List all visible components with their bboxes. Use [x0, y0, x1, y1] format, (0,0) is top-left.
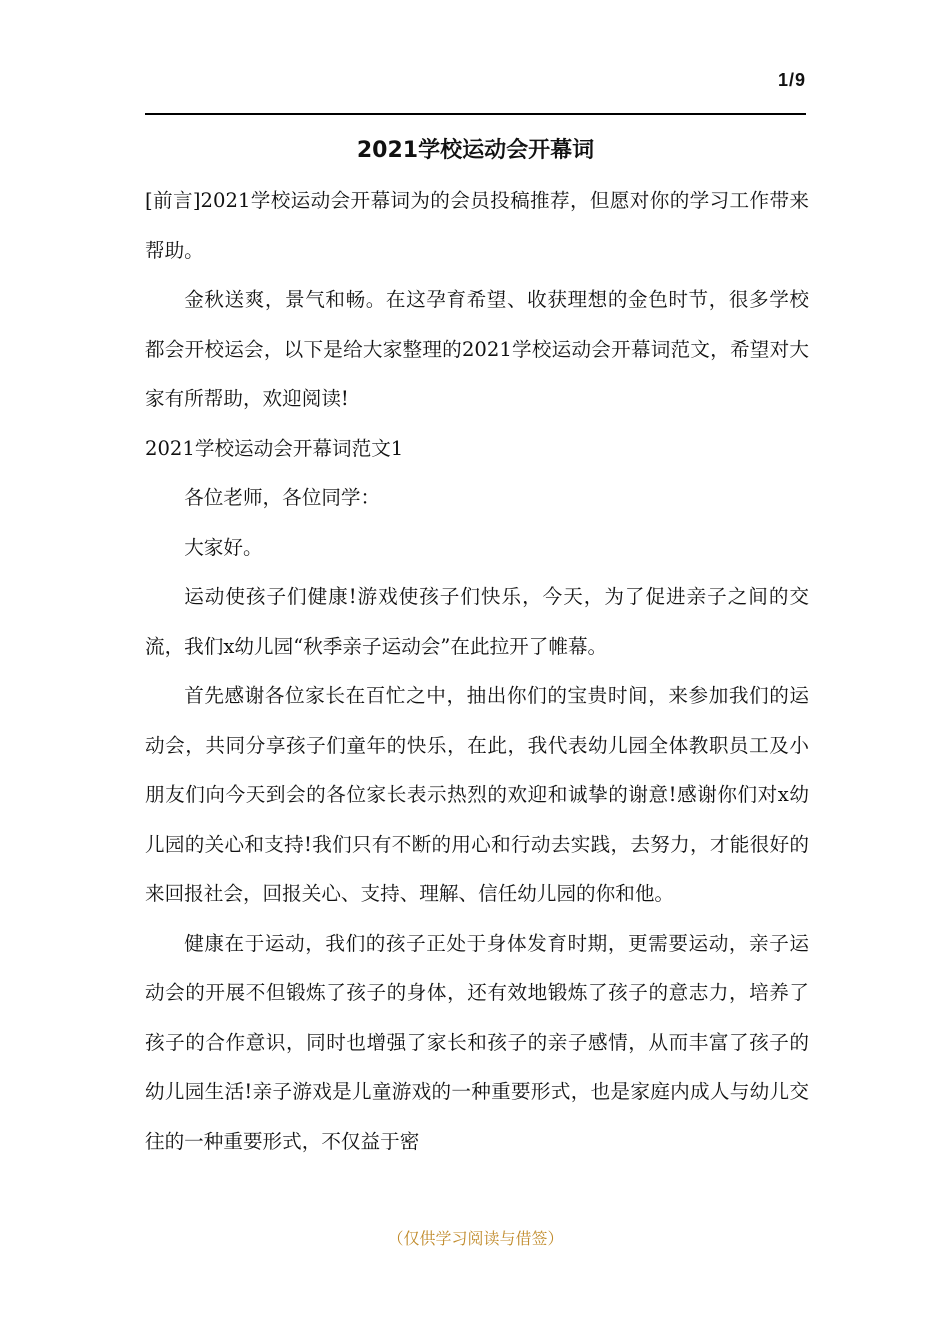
paragraph-health: 健康在于运动，我们的孩子正处于身体发育时期，更需要运动，亲子运动会的开展不但锻炼了孩子的身体，还有效地锻炼了孩子的意志力，培养了孩子的合作意识，同时也增强了家长和孩子的亲子感情，从而丰富了孩子的幼儿园生活!亲子游戏是儿童游戏的一种重要形式，也是家庭内成人与幼儿交往的一种重要形式，不仅益于密	[145, 931, 809, 1153]
header-divider	[145, 113, 806, 115]
paragraph-greeting: 大家好。	[184, 535, 263, 559]
document-body	[145, 176, 809, 1166]
paragraph-intro: 金秋送爽，景气和畅。在这孕育希望、收获理想的金色时节，很多学校都会开校运会，以下是给大家整理的2021学校运动会开幕词范文，希望对大家有所帮助，欢迎阅读!	[145, 288, 809, 410]
section-heading: 2021学校运动会开幕词范文1	[145, 436, 404, 460]
footer-note: （仅供学习阅读与借签）	[387, 1229, 564, 1248]
paragraph-preface: [前言]2021学校运动会开幕词为的会员投稿推荐，但愿对你的学习工作带来帮助。	[145, 189, 809, 262]
paragraph-thanks: 首先感谢各位家长在百忙之中，抽出你们的宝贵时间，来参加我们的运动会，共同分享孩子们童年的快乐，在此，我代表幼儿园全体教职员工及小朋友们向今天到会的各位家长表示热烈的欢迎和诚挚的谢意!感谢你们对x幼儿园的关心和支持!我们只有不断的用心和行动去实践，去努力，才能很好的来回报社会，回报关心、支持、理解、信任幼儿园的你和他。	[145, 684, 809, 905]
paragraph-salutation: 各位老师，各位同学：	[184, 486, 381, 509]
paragraph-opening: 运动使孩子们健康!游戏使孩子们快乐，今天，为了促进亲子之间的交流，我们x幼儿园“秋季亲子运动会”在此拉开了帷幕。	[145, 585, 809, 658]
document-title: 2021学校运动会开幕词	[356, 138, 595, 163]
page-number: 1/9	[777, 70, 806, 90]
